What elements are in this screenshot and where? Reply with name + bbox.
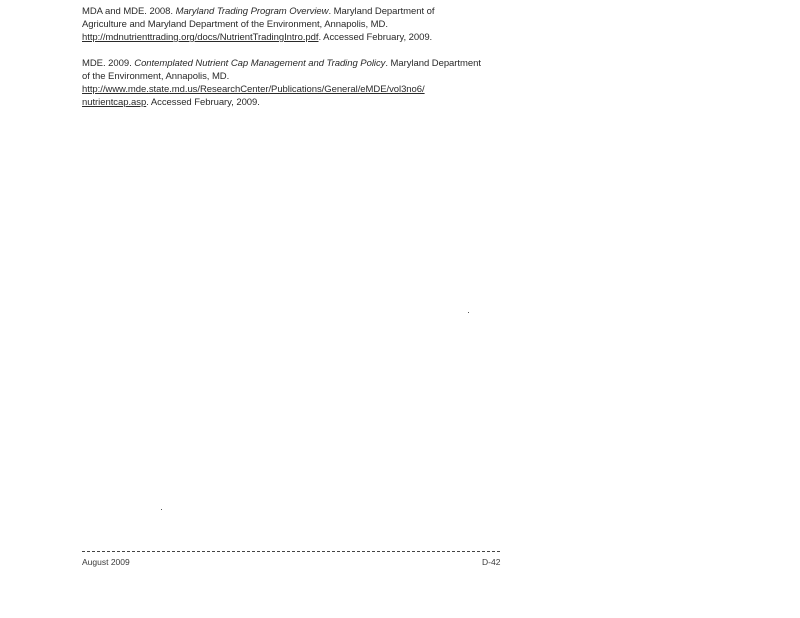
footer-date: August 2009	[82, 557, 130, 567]
scan-speck	[161, 509, 162, 510]
reference-accessed: . Accessed February, 2009.	[146, 97, 260, 108]
reference-line	[82, 57, 512, 70]
reference-title: Contemplated Nutrient Cap Management and Trading Policy	[134, 58, 386, 69]
scan-speck	[468, 312, 469, 313]
reference-title: Maryland Trading Program Overview	[175, 6, 329, 17]
reference-line: Agriculture and Maryland Department of the Environment, Annapolis, MD.	[82, 19, 388, 30]
reference-publisher: . Maryland Department of	[328, 6, 435, 17]
footer-page-number: D-42	[482, 557, 501, 567]
reference-accessed: . Accessed February, 2009.	[318, 32, 433, 43]
reference-line	[82, 83, 512, 96]
reference-entry-mde-2009	[82, 57, 512, 109]
footer-rule	[82, 551, 500, 552]
reference-author-year: MDA and MDE. 2008.	[82, 6, 176, 17]
reference-line	[82, 96, 512, 109]
reference-url-link[interactable]: http://www.mde.state.md.us/ResearchCenter/Publications/General/eMDE/vol3no6/	[82, 84, 425, 95]
reference-line	[82, 31, 512, 44]
reference-line: of the Environment, Annapolis, MD.	[82, 71, 230, 82]
reference-entry-mda-mde-2008	[82, 5, 512, 44]
reference-publisher: . Maryland Department	[385, 58, 481, 69]
reference-line	[82, 5, 512, 18]
reference-author-year: MDE. 2009.	[82, 58, 135, 69]
reference-url-link[interactable]: nutrientcap.asp	[82, 97, 147, 108]
reference-url-link[interactable]: http://mdnutrienttrading.org/docs/NutrientTradingIntro.pdf	[82, 32, 319, 43]
